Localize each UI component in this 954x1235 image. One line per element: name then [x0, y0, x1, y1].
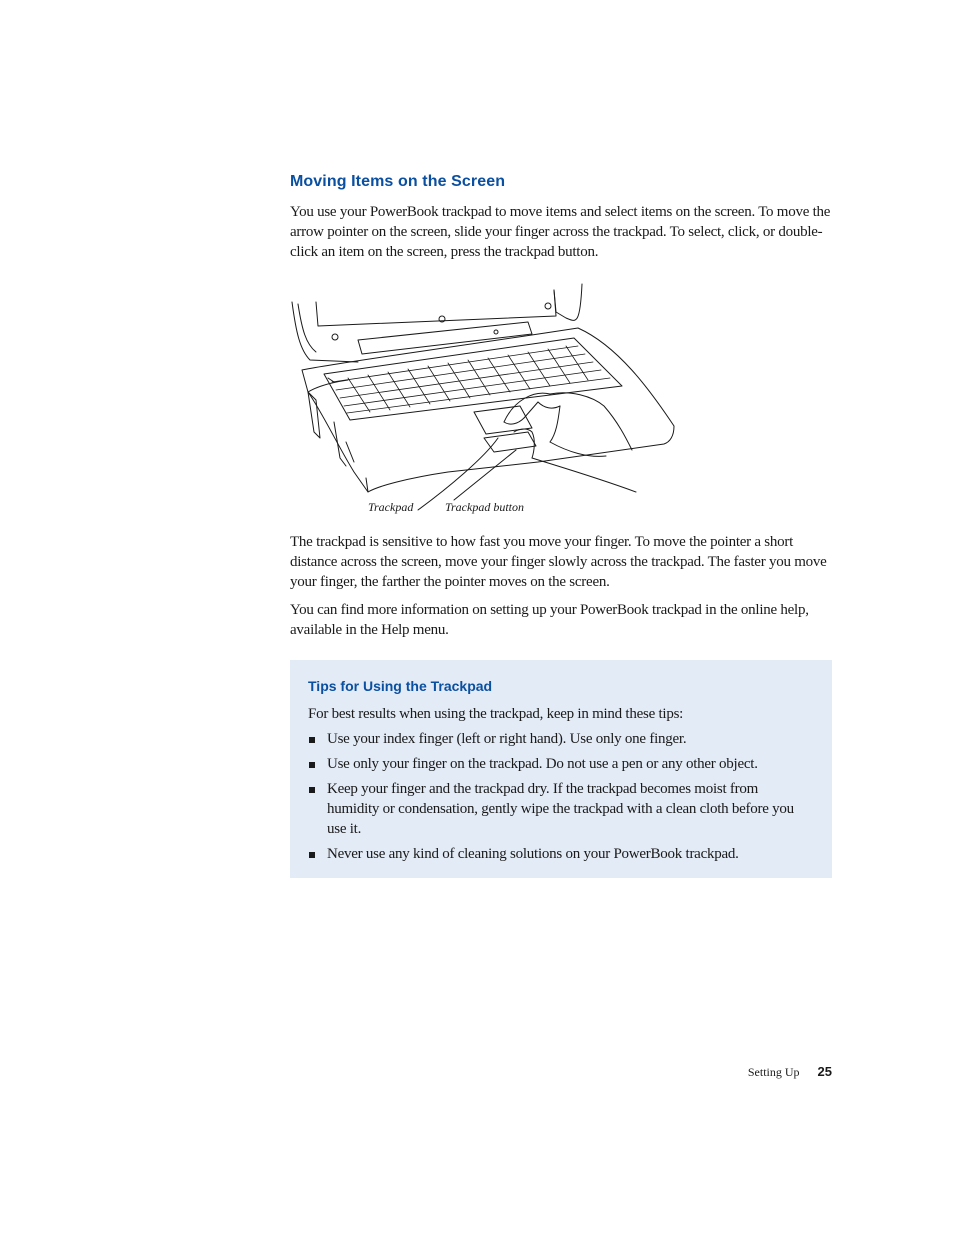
list-item [308, 844, 813, 864]
square-bullet-icon [309, 852, 315, 858]
tips-box [290, 660, 832, 878]
square-bullet-icon [309, 737, 315, 743]
page-footer [748, 1064, 832, 1080]
paragraph-speed: The trackpad is sensitive to how fast you move your finger. To move the pointer a short distance across the screen, move your finger slowly across the trackpad. The faster you move your finger, the farther the pointer moves on the screen. [290, 534, 827, 590]
tip-text: Use your index finger (left or right hand). Use only one finger. [327, 731, 687, 747]
section-heading: Moving Items on the Screen [290, 173, 506, 190]
square-bullet-icon [309, 762, 315, 768]
powerbook-trackpad-illustration [288, 282, 688, 522]
tips-list [308, 729, 813, 869]
footer-section-name: Setting Up [747, 1065, 800, 1079]
square-bullet-icon [309, 787, 315, 793]
paragraph-intro: You use your PowerBook trackpad to move items and select items on the screen. To move the arrow pointer on the screen, slide your finger across the trackpad. To select, click, or double-click an item on the screen, press the trackpad button. [290, 204, 831, 260]
list-item [308, 729, 813, 749]
tip-text: Use only your finger on the trackpad. Do not use a pen or any other object. [327, 756, 758, 772]
caption-trackpad-button: Trackpad button [445, 500, 525, 514]
tips-intro: For best results when using the trackpad, keep in mind these tips: [308, 706, 684, 722]
caption-trackpad: Trackpad [368, 500, 414, 514]
tip-text: Never use any kind of cleaning solutions on your PowerBook trackpad. [327, 846, 739, 862]
list-item [308, 754, 813, 774]
page-number: 25 [817, 1064, 832, 1079]
paragraph-help: You can find more information on setting up your PowerBook trackpad in the online help, available in the Help menu. [290, 602, 809, 638]
tip-text: Keep your finger and the trackpad dry. If the trackpad becomes moist from humidity or condensation, gently wipe the trackpad with a clean cloth before you use it. [327, 781, 794, 837]
list-item [308, 779, 813, 839]
tips-title: Tips for Using the Trackpad [308, 678, 493, 694]
